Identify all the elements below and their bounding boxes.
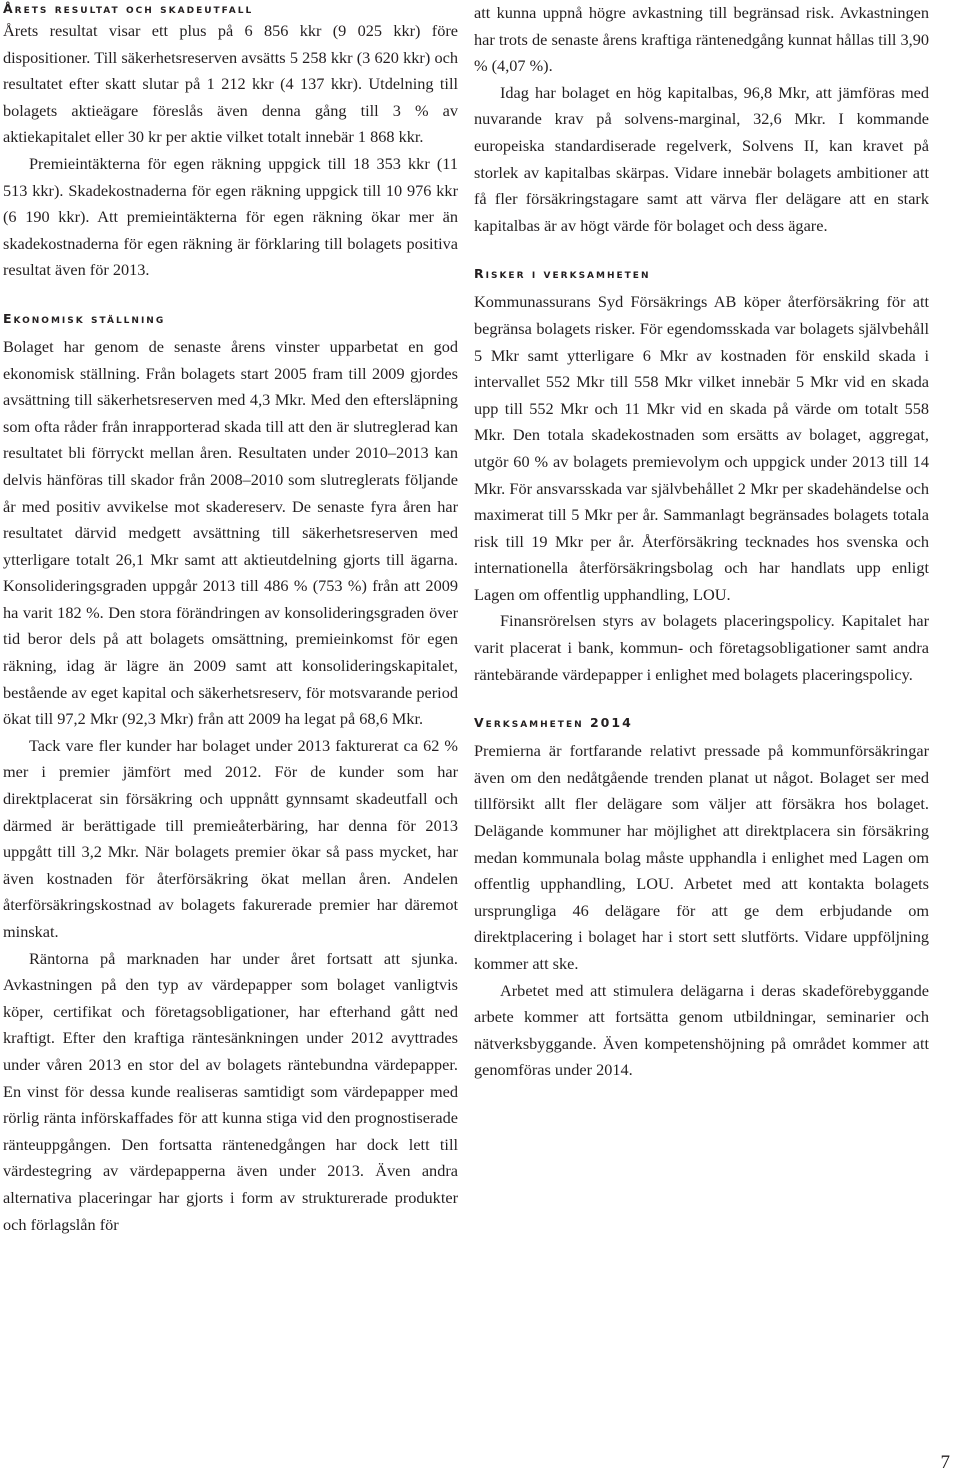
paragraph: Premieintäkterna för egen räkning uppgick till 18 353 kkr (11 513 kkr). Skadekostnaderna för egen räkning uppgick till 10 976 kkr (6 190 kkr). Att premieintäkterna för egen räkning ökar mer än skadekostnaderna för egen räkning är förklaring till bolagets positiva resultat även för 2013. [3, 153, 458, 280]
paragraph: Arbetet med att stimulera delägarna i deras skadeförebyggande arbete kommer att fortsätta genom utbildningar, seminarier och nätverksbyggande. Även kompetenshöjning på området kommer att genomföras under 2014. [474, 980, 929, 1080]
section-heading-verksamheten-2014: Verksamheten 2014 [474, 715, 633, 731]
paragraph: Bolaget har genom de senaste årens vinster upparbetat en god ekonomisk ställning. Från bolagets start 2005 fram till 2009 gjordes avsättning till säkerhetsreserven med 4,3 Mkr. Med den eftersläpning som ofta råder från inrapporterad skada till att den är slutreglerad kan resultatet bli förryckt mellan åren. Resultaten under 2010–2013 kan delvis hänföras till skador från 2008–2010 som slutreglerats följande år med positiv avvikelse mot skadereserv. De senaste fyra åren har resultatet därvid medgett avsättning till säkerhetsreserven med ytterligare totalt 26,1 Mkr samt att aktieutdelning gjorts till ägarna. Konsolideringsgraden uppgår 2013 till 486 % (753 %) från att 2009 ha varit 182 %. Den stora förändringen av konsolideringsgraden över tid beror dels på att bolagets omsättning, premieinkomst för egen räkning, idag är lägre än 2009 samt att konsolideringskapitalet, bestående av eget kapital och säkerhetsreserv, för motsvarande period ökat till 97,2 Mkr (92,3 Mkr) från att 2009 ha legat på 68,6 Mkr. [3, 336, 458, 729]
paragraph: Finansrörelsen styrs av bolagets placeringspolicy. Kapitalet har varit placerat i bank, kommun- och företagsobligationer samt andra räntebärande värdepapper i enlighet med bolagets placeringspolicy. [474, 611, 929, 684]
paragraph: Premierna är fortfarande relativt pressade på kommunförsäkringar även om den nedåtgående trenden planat ut något. Bolaget ser med tillförsikt allt fler delägare som väljer att försäkra hos bolaget. Delägande kommuner har möjlighet att direktplacera sin försäkring medan kommunala bolag måste upphandla i enlighet med Lagen om offentlig upphandling, LOU. Arbetet med att kontakta bolagets ursprungliga 46 delägare för att ge dem erbjudande om direktplacering i bolaget har i stort sett slutförts. Vidare uppföljning kommer att ske. [474, 741, 929, 973]
paragraph: Idag har bolaget en hög kapitalbas, 96,8 Mkr, att jämföras med nuvarande krav på solvens-marginal, 32,6 Mkr. I kommande europeiska standardiserade regelverk, Solvens II, kan kravet på storlek av kapitalbas skärpas. Vidare innebär bolagets ambitioner att få fler försäkringstagare samt att värva fler delägare att en stark kapitalbas är av högt värde för bolaget och dess ägare. [474, 82, 929, 235]
page-number: 7 [940, 1452, 950, 1473]
right-column [474, 0, 929, 1084]
left-column [3, 0, 458, 1238]
paragraph: Räntorna på marknaden har under året fortsatt att sjunka. Avkastningen på den typ av värdepapper som bolaget vanligtvis köper, certifikat och företagsobligationer, har efterhand gått ned kraftigt. Efter den kraftiga räntesänkningen under 2012 avyttrades under våren 2013 en stor del av bolagets räntebundna värdepapper. En vinst för dessa kunde realiseras samtidigt som värdepapper med rörlig ränta införskaffades för att kunna stiga vid den prognostiserade ränteuppgången. Den fortsatta räntenedgången har dock lett till värdestegring av värdepapperna även under 2013. Även andra alternativa placeringar har gjorts i form av strukturerade produkter och förlagslån för [3, 948, 458, 1234]
section-heading-arets-resultat: Årets resultat och skadeutfall [3, 1, 254, 16]
paragraph: Årets resultat visar ett plus på 6 856 kkr (9 025 kkr) före dispositioner. Till säkerhetsreserven avsätts 5 258 kkr (3 620 kkr) och resultatet efter skatt slutar på 1 212 kkr (4 137 kkr). Utdelning till bolagets aktieägare föreslås även denna gång till 3 % av aktiekapitalet eller 30 kr per aktie vilket totalt innebär 1 868 kkr. [3, 21, 458, 147]
paragraph: Tack vare fler kunder har bolaget under 2013 fakturerat ca 62 % mer i premier jämfört med 2012. För de kunder som har direktplacerat sin försäkring och uppnått gynnsamt skadeutfall och därmed är berättigade till premieåterbäring, har denna för 2013 uppgått till 3,2 Mkr. När bolagets premier ökar så pass mycket, har även kostnaden för återförsäkring ökat mellan åren. Andelen återförsäkringskostnad av bolagets fakurerade premier har däremot minskat. [3, 735, 458, 941]
section-heading-risker: Risker i verksamheten [474, 266, 651, 282]
paragraph: att kunna uppnå högre avkastning till begränsad risk. Avkastningen har trots de senaste årens kraftiga räntenedgång kunnat hållas till 3,90 % (4,07 %). [474, 3, 929, 76]
paragraph: Kommunassurans Syd Försäkrings AB köper återförsäkring för att begränsa bolagets risker. För egendomsskada var bolagets självbehåll 5 Mkr samt ytterligare 6 Mkr av kostnaden för enskild skada i intervallet 552 Mkr till 558 Mkr vilket innebär 5 Mkr vid en skada upp till 552 Mkr och 11 Mkr vid en skada på värde om totalt 558 Mkr. Den totala skadekostnaden som ersätts av bolaget, aggregat, utgör 60 % av bolagets premievolym och uppgick under 2013 till 14 Mkr. För ansvarsskada var självbehållet 2 Mkr per skadehändelse och maximerat till 5 Mkr per år. Sammanlagt begränsades bolagets totala risk till 19 Mkr per år. Återförsäkring tecknades hos svenska och internationella återförsäkringsbolag och har handlats upp enligt Lagen om offentlig upphandling, LOU. [474, 292, 929, 604]
section-heading-ekonomisk-stallning: Ekonomisk ställning [3, 310, 166, 326]
